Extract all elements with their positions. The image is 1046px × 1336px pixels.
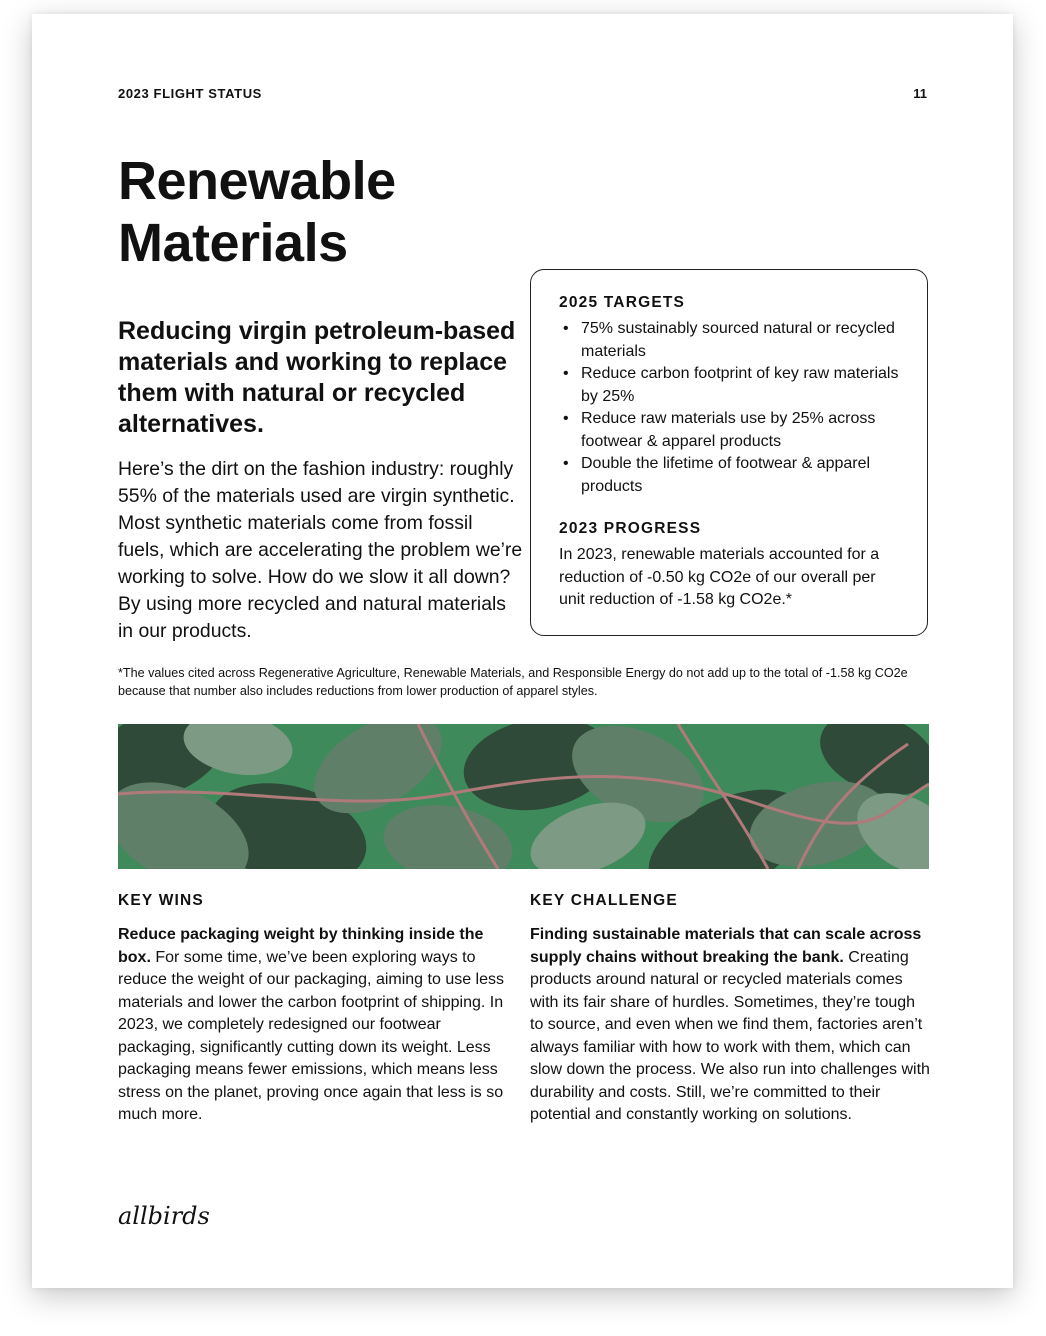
key-challenge-body: Creating products around natural or recycled materials comes with its fair share of hurdles. Sometimes, they’re tough to source, and even when we find them, factories aren’t always familiar with how to work with them, which can slow down the process. We also run into challenges with durability and costs. Still, we’re committed to their potential and constantly working on solutions. xyxy=(530,948,930,1123)
eucalyptus-leaves-illustration xyxy=(118,724,929,869)
key-wins-body: For some time, we’ve been exploring ways to reduce the weight of our packaging, aiming to use less materials and lower the carbon footprint of shipping. In 2023, we completely redesigned our footwear packaging, significantly cutting down its weight. Less packaging means fewer emissions, which means less stress on the planet, proving once again that less is so much more. xyxy=(118,948,505,1123)
key-wins-text xyxy=(118,924,508,1127)
key-challenge-heading: KEY CHALLENGE xyxy=(530,892,678,909)
report-section-label: 2023 FLIGHT STATUS xyxy=(118,86,262,101)
bullet-icon: • xyxy=(563,320,569,337)
progress-heading: 2023 PROGRESS xyxy=(559,520,702,537)
footnote: *The values cited across Regenerative Agriculture, Renewable Materials, and Responsible Energy do not add up to the total of -1.58 kg CO2e because that number also includes reductions from lower production of apparel styles. xyxy=(118,666,908,698)
key-wins-heading: KEY WINS xyxy=(118,892,204,909)
targets-list xyxy=(559,318,901,498)
bullet-icon: • xyxy=(563,410,569,427)
subheading: Reducing virgin petroleum-based materials and working to replace them with natural or recycled alternatives. xyxy=(118,317,516,438)
intro-paragraph: Here’s the dirt on the fashion industry: roughly 55% of the materials used are virgin synthetic. Most synthetic materials come from fossil fuels, which are accelerating the problem we’re working to solve. How do we slow it all down? By using more recycled and natural materials in our products. xyxy=(118,458,523,642)
allbirds-logo-wordmark xyxy=(116,1194,216,1234)
page-title-line-2: Materials xyxy=(118,213,348,273)
key-wins-lead: Reduce packaging weight by thinking inside the box. xyxy=(118,926,484,966)
target-item: • Reduce raw materials use by 25% across footwear & apparel products xyxy=(563,410,876,450)
targets-heading: 2025 TARGETS xyxy=(559,294,686,311)
page-title-line-1: Renewable xyxy=(118,151,396,211)
key-challenge-text xyxy=(530,924,930,1127)
page-number: 11 xyxy=(913,86,927,101)
key-wins-section xyxy=(118,892,508,1127)
key-challenge-lead: Finding sustainable materials that can scale across supply chains without breaking the bank. xyxy=(530,926,922,966)
report-page xyxy=(32,14,1013,1288)
bullet-icon: • xyxy=(563,455,569,472)
allbirds-logo xyxy=(116,1194,216,1239)
target-item: • Reduce carbon footprint of key raw materials by 25% xyxy=(563,365,899,405)
svg-text:allbirds: allbirds xyxy=(118,1202,210,1230)
eucalyptus-leaves-image xyxy=(118,724,929,869)
target-item: • Double the lifetime of footwear & apparel products xyxy=(563,455,871,495)
bullet-icon: • xyxy=(563,365,569,382)
progress-text: In 2023, renewable materials accounted for a reduction of -0.50 kg CO2e of our overall per unit reduction of -1.58 kg CO2e.* xyxy=(559,546,880,608)
page-title xyxy=(118,150,396,274)
targets-progress-box xyxy=(530,269,928,636)
key-challenge-section xyxy=(530,892,930,1127)
target-item: • 75% sustainably sourced natural or recycled materials xyxy=(563,320,895,360)
